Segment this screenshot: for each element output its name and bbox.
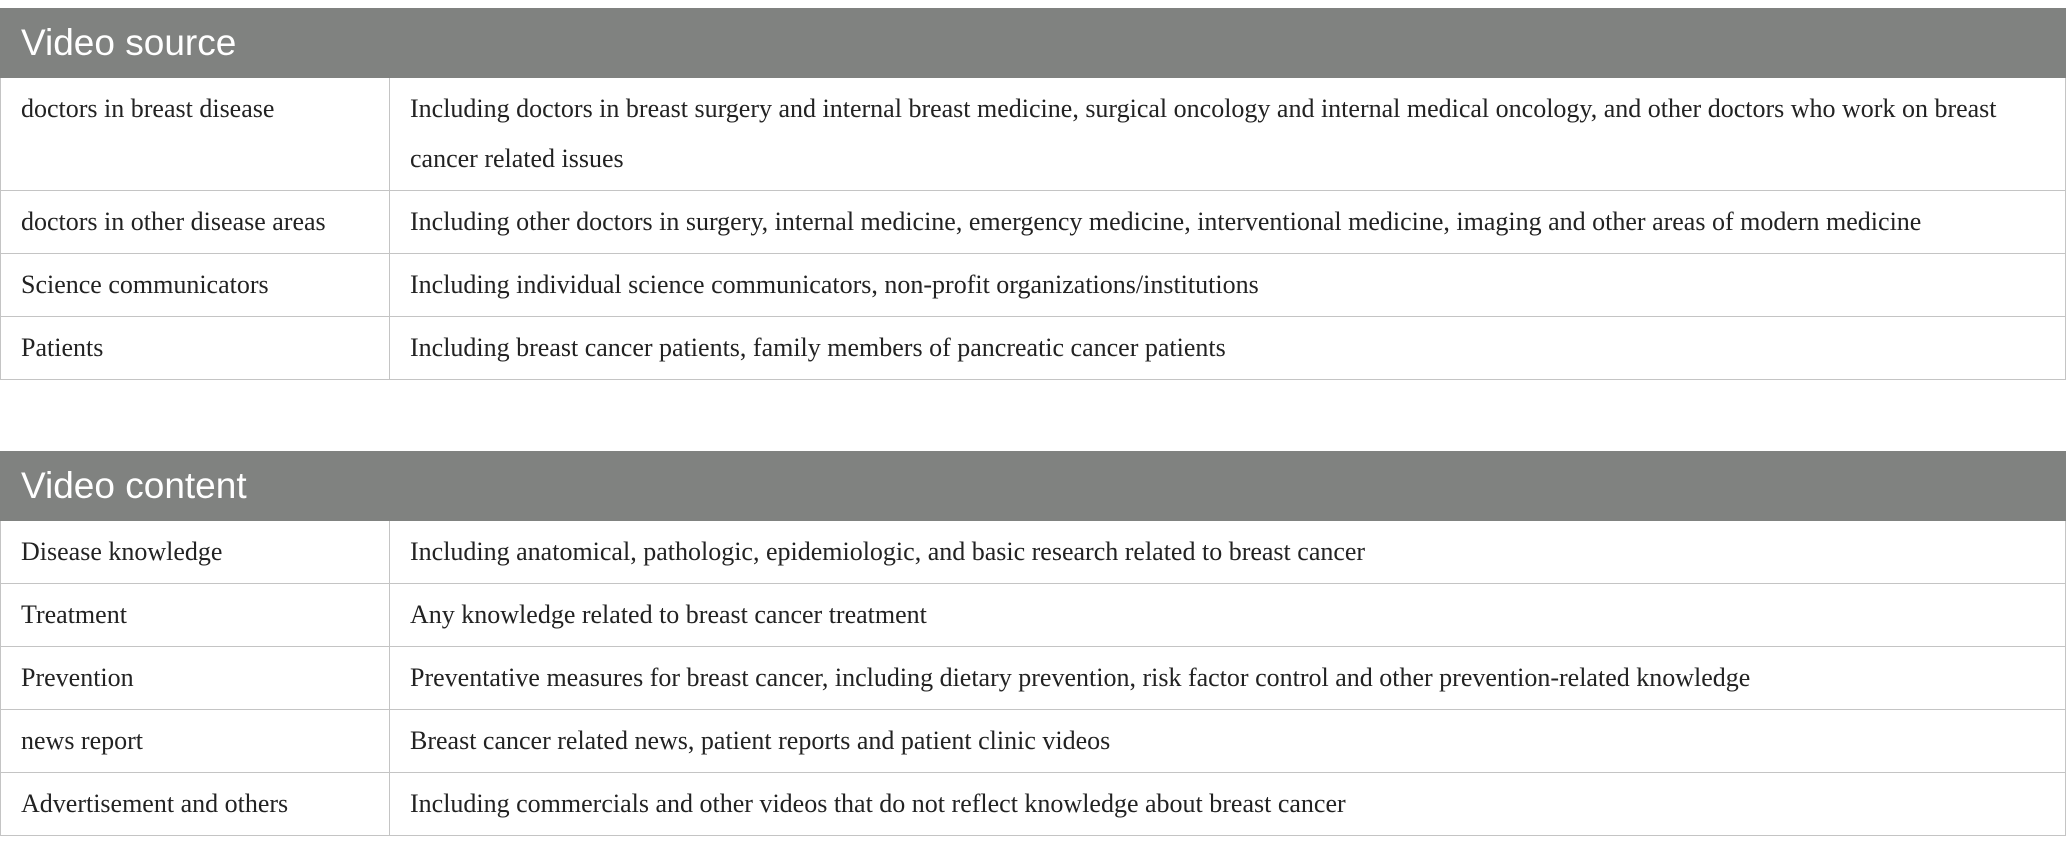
table-row xyxy=(1,191,2066,254)
table-row xyxy=(1,710,2066,773)
row-description: Including individual science communicators, non-profit organizations/institutions xyxy=(390,254,2066,317)
table-row xyxy=(1,78,2066,191)
row-description: Including commercials and other videos that do not reflect knowledge about breast cancer xyxy=(390,773,2066,836)
row-description: Breast cancer related news, patient reports and patient clinic videos xyxy=(390,710,2066,773)
section-title: Video source xyxy=(1,9,2066,78)
row-description: Preventative measures for breast cancer, including dietary prevention, risk factor control and other prevention-related knowledge xyxy=(390,647,2066,710)
table-row xyxy=(1,254,2066,317)
table-row xyxy=(1,521,2066,584)
row-label: Treatment xyxy=(1,584,390,647)
row-label: Advertisement and others xyxy=(1,773,390,836)
section-header-row xyxy=(1,9,2066,78)
video-content-table xyxy=(0,451,2066,836)
row-description: Including doctors in breast surgery and internal breast medicine, surgical oncology and internal medical oncology, and other doctors who work on breast cancer related issues xyxy=(390,78,2066,191)
row-label: news report xyxy=(1,710,390,773)
row-label: Prevention xyxy=(1,647,390,710)
row-label: Science communicators xyxy=(1,254,390,317)
row-label: doctors in other disease areas xyxy=(1,191,390,254)
row-description: Including breast cancer patients, family members of pancreatic cancer patients xyxy=(390,317,2066,380)
row-label: Patients xyxy=(1,317,390,380)
row-description: Including anatomical, pathologic, epidemiologic, and basic research related to breast cancer xyxy=(390,521,2066,584)
row-description: Any knowledge related to breast cancer treatment xyxy=(390,584,2066,647)
video-source-table xyxy=(0,8,2066,380)
table-row xyxy=(1,584,2066,647)
row-description: Including other doctors in surgery, internal medicine, emergency medicine, interventional medicine, imaging and other areas of modern medicine xyxy=(390,191,2066,254)
table-row xyxy=(1,773,2066,836)
table-row xyxy=(1,317,2066,380)
section-header-row xyxy=(1,452,2066,521)
table-row xyxy=(1,647,2066,710)
row-label: Disease knowledge xyxy=(1,521,390,584)
section-title: Video content xyxy=(1,452,2066,521)
row-label: doctors in breast disease xyxy=(1,78,390,191)
